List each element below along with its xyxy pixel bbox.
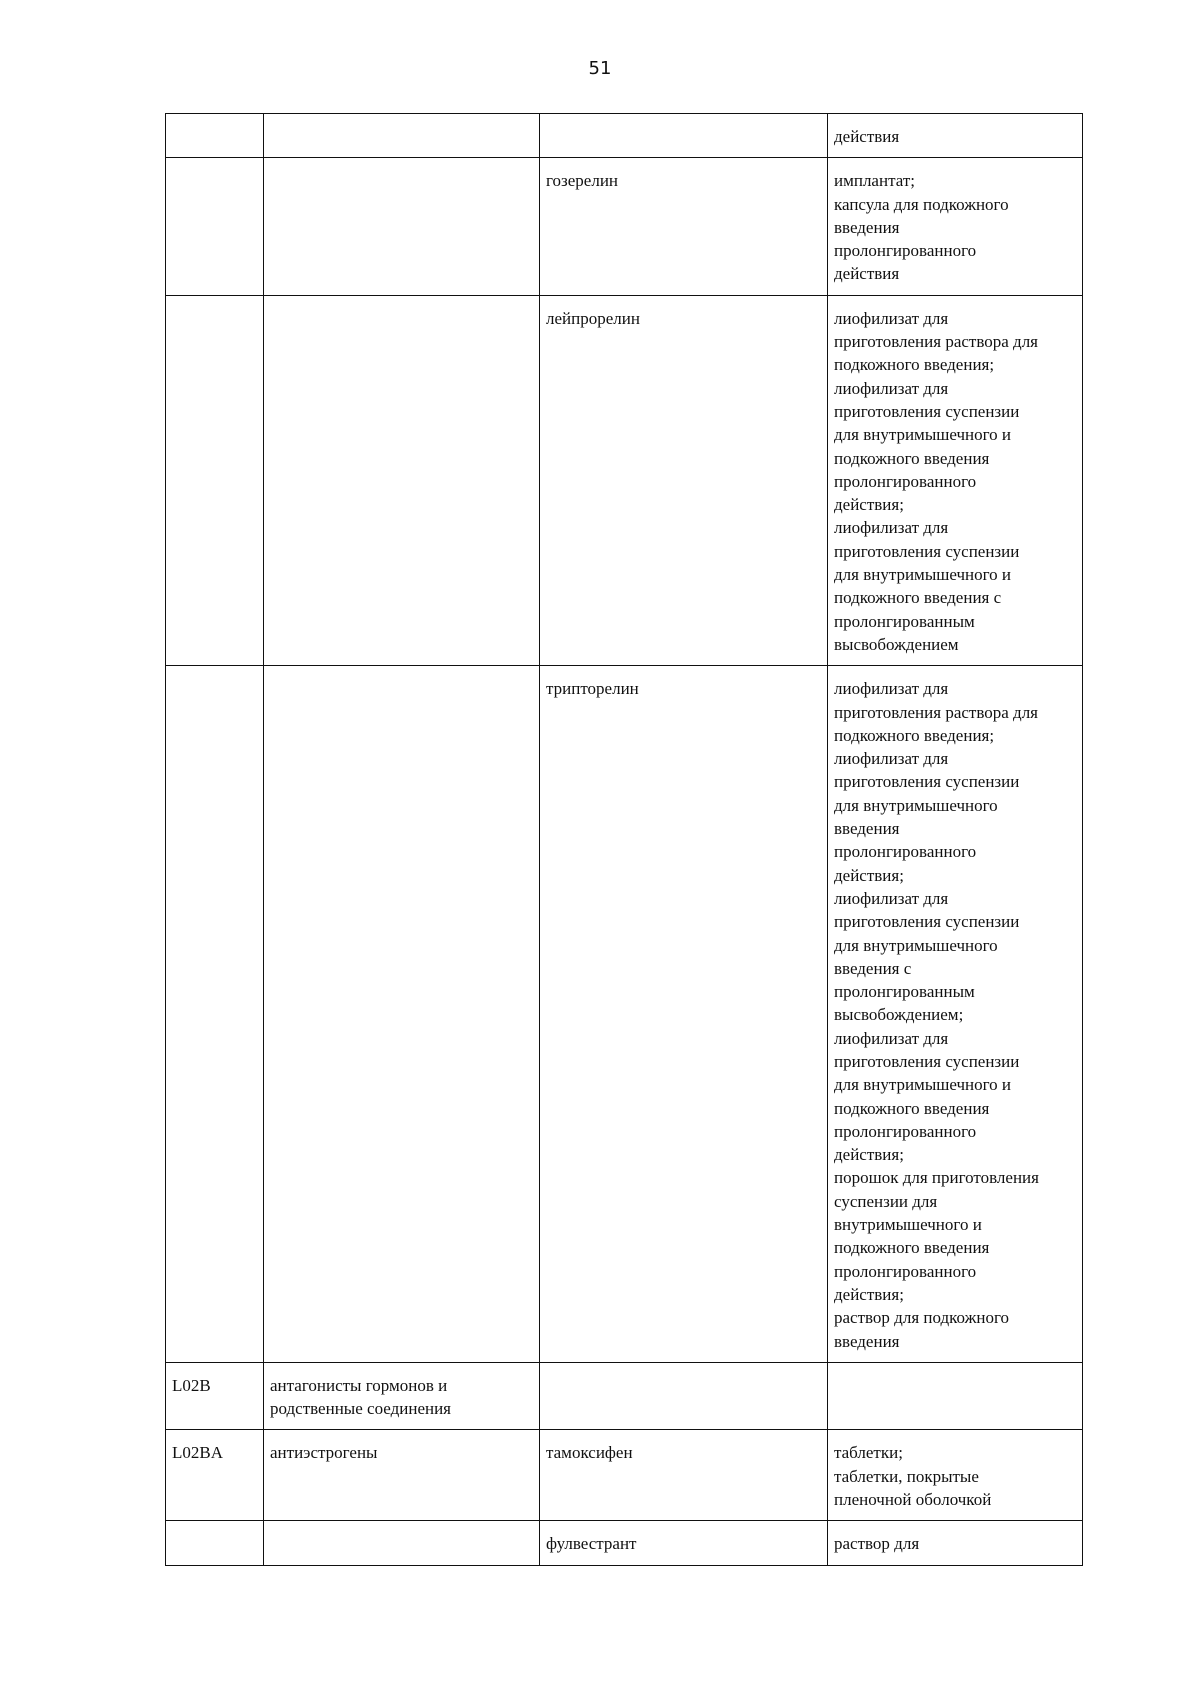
dosage-form-cell-line: приготовления суспензии bbox=[834, 772, 1020, 792]
dosage-form-cell-line: подкожного введения bbox=[834, 1238, 990, 1258]
dosage-form-cell-line: для внутримышечного bbox=[834, 935, 998, 955]
group-name-cell bbox=[264, 1362, 540, 1430]
dosage-form-cell-line: действия; bbox=[834, 495, 904, 515]
dosage-form-cell bbox=[828, 158, 1083, 295]
table-row bbox=[166, 1362, 1083, 1430]
atc-code-cell bbox=[166, 1521, 264, 1565]
table-row bbox=[166, 114, 1083, 158]
dosage-form-cell-line: приготовления суспензии bbox=[834, 541, 1020, 561]
group-name-cell bbox=[264, 114, 540, 158]
dosage-form-cell-line: приготовления раствора для bbox=[834, 332, 1038, 352]
dosage-form-cell-line: пролонгированного bbox=[834, 241, 977, 261]
dosage-form-cell-line: раствор для подкожного bbox=[834, 1308, 1010, 1328]
dosage-form-cell-line: лиофилизат для bbox=[834, 749, 949, 769]
dosage-form-cell-line: действия bbox=[834, 127, 900, 146]
table-row bbox=[166, 666, 1083, 1363]
dosage-form-cell bbox=[828, 114, 1083, 158]
drug-name-cell: гозерелин bbox=[540, 158, 828, 295]
drug-name-cell: лейпрорелин bbox=[540, 295, 828, 665]
dosage-form-cell-line: пролонгированного bbox=[834, 842, 977, 862]
drug-name-cell: тамоксифен bbox=[540, 1430, 828, 1521]
dosage-form-cell-line: приготовления суспензии bbox=[834, 1051, 1020, 1071]
group-name-cell bbox=[264, 295, 540, 665]
dosage-form-cell-line: таблетки, покрытые bbox=[834, 1466, 979, 1486]
dosage-form-cell-line: пролонгированного bbox=[834, 1261, 977, 1281]
dosage-form-cell-line: пролонгированного bbox=[834, 471, 977, 491]
dosage-form-cell-line: введения с bbox=[834, 958, 912, 978]
dosage-form-cell-line: подкожного введения; bbox=[834, 355, 995, 375]
dosage-form-cell-line: внутримышечного и bbox=[834, 1215, 982, 1235]
dosage-form-cell-line: пролонгированным bbox=[834, 982, 975, 1002]
dosage-form-cell-line: для внутримышечного и bbox=[834, 425, 1011, 445]
dosage-form-cell-line: введения bbox=[834, 819, 900, 839]
page-number: 51 bbox=[588, 58, 612, 79]
drug-name-cell: фулвестрант bbox=[540, 1521, 828, 1565]
dosage-form-cell-line: подкожного введения с bbox=[834, 588, 1002, 608]
dosage-form-cell bbox=[828, 1430, 1083, 1521]
dosage-form-cell-line: действия; bbox=[834, 865, 904, 885]
dosage-form-cell-line: действия; bbox=[834, 1145, 904, 1165]
group-name-cell bbox=[264, 1521, 540, 1565]
dosage-form-cell-line: для внутримышечного bbox=[834, 795, 998, 815]
dosage-form-cell-line: лиофилизат для bbox=[834, 518, 949, 538]
atc-code-cell: L02B bbox=[166, 1362, 264, 1430]
dosage-form-cell bbox=[828, 1362, 1083, 1430]
atc-code-cell bbox=[166, 666, 264, 1363]
dosage-form-cell-line: лиофилизат для bbox=[834, 378, 949, 398]
group-name-cell bbox=[264, 158, 540, 295]
dosage-form-cell-line: действия; bbox=[834, 1284, 904, 1304]
dosage-form-cell-line: для внутримышечного и bbox=[834, 565, 1011, 585]
dosage-form-cell-line: введения bbox=[834, 1331, 900, 1351]
atc-code-cell: L02BA bbox=[166, 1430, 264, 1521]
atc-code-cell bbox=[166, 295, 264, 665]
dosage-form-cell bbox=[828, 1521, 1083, 1565]
dosage-form-cell-line: приготовления суспензии bbox=[834, 912, 1020, 932]
dosage-form-cell-line: высвобождением; bbox=[834, 1005, 964, 1025]
group-name-cell bbox=[264, 1430, 540, 1521]
table-row bbox=[166, 1430, 1083, 1521]
dosage-form-cell-line: капсула для подкожного bbox=[834, 194, 1009, 214]
dosage-form-cell-line: лиофилизат для bbox=[834, 308, 949, 328]
dosage-form-cell-line: подкожного введения bbox=[834, 1098, 990, 1118]
dosage-form-cell-line: приготовления раствора для bbox=[834, 702, 1038, 722]
dosage-form-cell bbox=[828, 666, 1083, 1363]
table-body bbox=[166, 114, 1083, 1566]
drug-name-cell bbox=[540, 114, 828, 158]
group-name-cell-line: антагонисты гормонов и bbox=[270, 1375, 448, 1395]
dosage-form-cell-line: пленочной оболочкой bbox=[834, 1490, 992, 1510]
table-row bbox=[166, 295, 1083, 665]
atc-code-cell bbox=[166, 114, 264, 158]
table-row bbox=[166, 158, 1083, 295]
dosage-form-cell-line: подкожного введения; bbox=[834, 725, 995, 745]
dosage-form-cell-line: действия bbox=[834, 264, 900, 284]
dosage-form-cell-line: для внутримышечного и bbox=[834, 1075, 1011, 1095]
dosage-form-cell-line: пролонгированным bbox=[834, 611, 975, 631]
group-name-cell bbox=[264, 666, 540, 1363]
dosage-form-cell bbox=[828, 295, 1083, 665]
group-name-cell-line: антиэстрогены bbox=[270, 1443, 378, 1463]
dosage-form-cell-line: раствор для bbox=[834, 1534, 920, 1554]
drug-table bbox=[165, 113, 1083, 1566]
dosage-form-cell-line: суспензии для bbox=[834, 1191, 938, 1211]
dosage-form-cell-line: введения bbox=[834, 217, 900, 237]
dosage-form-cell-line: лиофилизат для bbox=[834, 888, 949, 908]
drug-name-cell: трипторелин bbox=[540, 666, 828, 1363]
dosage-form-cell-line: пролонгированного bbox=[834, 1121, 977, 1141]
dosage-form-cell-line: таблетки; bbox=[834, 1443, 903, 1463]
dosage-form-cell-line: лиофилизат для bbox=[834, 679, 949, 699]
dosage-form-cell-line: приготовления суспензии bbox=[834, 401, 1020, 421]
dosage-form-cell-line: имплантат; bbox=[834, 171, 915, 191]
atc-code-cell bbox=[166, 158, 264, 295]
dosage-form-cell-line: высвобождением bbox=[834, 634, 959, 654]
drug-name-cell bbox=[540, 1362, 828, 1430]
table-row bbox=[166, 1521, 1083, 1565]
group-name-cell-line: родственные соединения bbox=[270, 1399, 451, 1419]
dosage-form-cell-line: подкожного введения bbox=[834, 448, 990, 468]
dosage-form-cell-line: лиофилизат для bbox=[834, 1028, 949, 1048]
dosage-form-cell-line: порошок для приготовления bbox=[834, 1168, 1039, 1188]
